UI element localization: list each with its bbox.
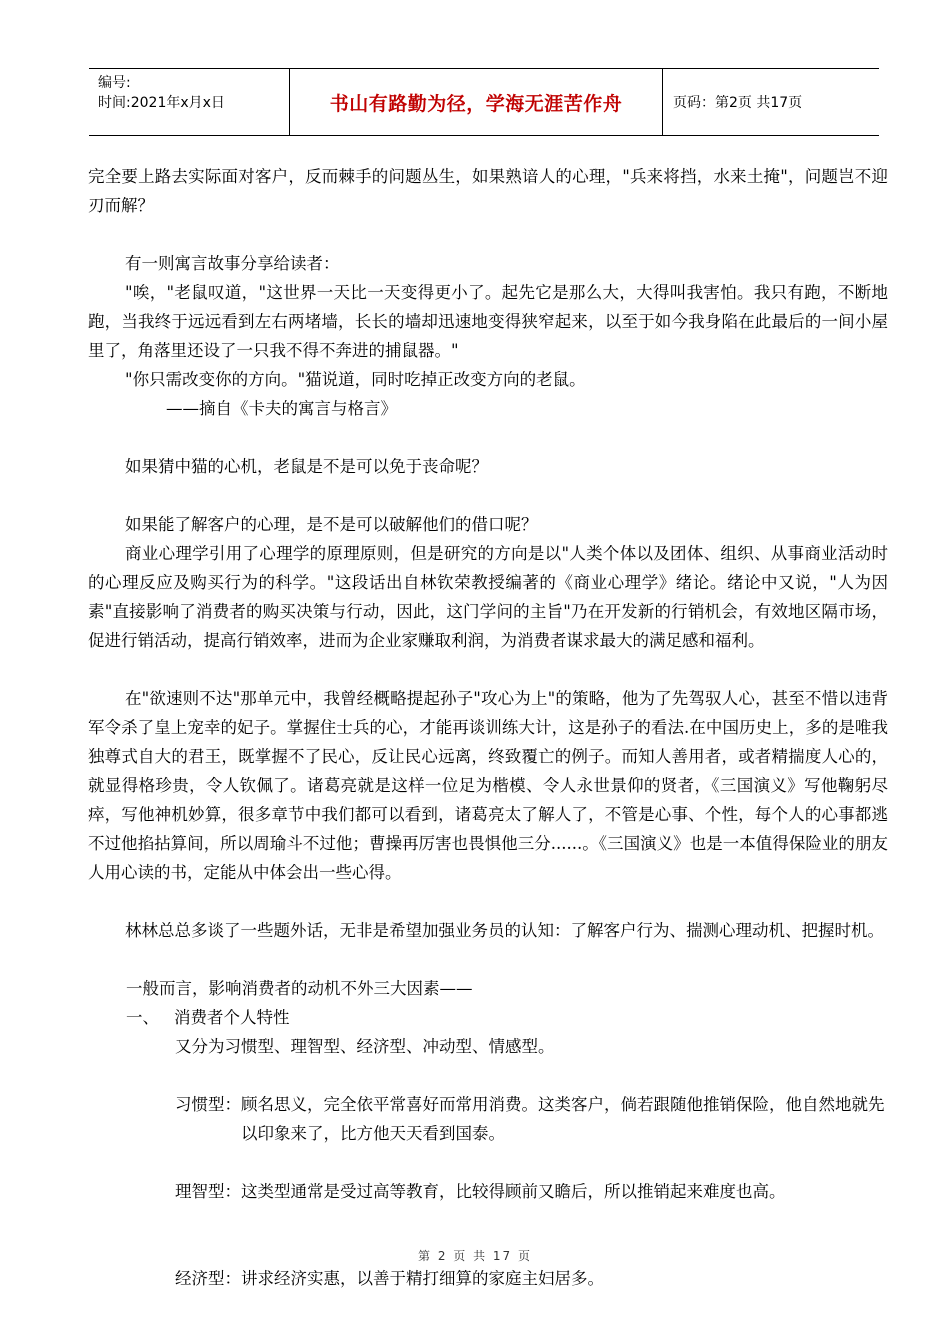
paragraph: 有一则寓言故事分享给读者： bbox=[125, 254, 340, 273]
document-body bbox=[88, 162, 888, 1293]
type-definition bbox=[88, 1177, 888, 1206]
header-motto: 书山有路勤为径，学海无涯苦作舟 bbox=[290, 69, 663, 135]
type-description: 顾名思义，完全依平常喜好而常用消费。这类客户，倘若跟随他推销保险，他自然地就先以印象来了，比方他天天看到国泰。 bbox=[241, 1095, 885, 1143]
quote-source: ——摘自《卡夫的寓言与格言》 bbox=[166, 399, 397, 418]
type-definition bbox=[88, 1264, 888, 1293]
number-label: 编号: bbox=[98, 75, 131, 91]
page-header bbox=[89, 68, 879, 136]
list-number: 一、 bbox=[126, 1008, 159, 1027]
sub-intro: 又分为习惯型、理智型、经济型、冲动型、情感型。 bbox=[175, 1037, 555, 1056]
type-term: 理智型： bbox=[175, 1182, 241, 1201]
list-heading bbox=[88, 1003, 888, 1032]
type-description: 讲求经济实惠，以善于精打细算的家庭主妇居多。 bbox=[241, 1269, 604, 1288]
paragraph: 商业心理学引用了心理学的原理原则，但是研究的方向是以"人类个体以及团体、组织、从事商业活动时的心理反应及购买行为的科学。"这段话出自林钦荣教授编著的《商业心理学》绪论。绪论中又说，"人为因素"直接影响了消费者的购买决策与行动，因此，这门学问的主旨"乃在开发新的行销机会，有效地区隔市场，促进行销活动，提高行销效率，进而为企业家赚取利润，为消费者谋求最大的满足感和福利。 bbox=[88, 544, 888, 650]
type-term: 习惯型： bbox=[175, 1095, 241, 1114]
list-title: 消费者个人特性 bbox=[174, 1008, 290, 1027]
paragraph: 完全要上路去实际面对客户，反而棘手的问题丛生，如果熟谙人的心理，"兵来将挡，水来土掩"，问题岂不迎刃而解？ bbox=[88, 167, 888, 215]
type-description: 这类型通常是受过高等教育，比较得顾前又瞻后，所以推销起来难度也高。 bbox=[241, 1182, 786, 1201]
paragraph: 林林总总多谈了一些题外话，无非是希望加强业务员的认知：了解客户行为、揣测心理动机、把握时机。 bbox=[125, 921, 884, 940]
header-page-label: 页码：第2页 共17页 bbox=[673, 95, 803, 111]
type-definition bbox=[88, 1090, 888, 1148]
paragraph: 如果能了解客户的心理，是不是可以破解他们的借口呢？ bbox=[125, 515, 538, 534]
paragraph: "你只需改变你的方向。"猫说道，同时吃掉正改变方向的老鼠。 bbox=[125, 370, 586, 389]
page-footer: 第 2 页 共 17 页 bbox=[418, 1249, 532, 1263]
paragraph: 一般而言，影响消费者的动机不外三大因素—— bbox=[126, 979, 473, 998]
header-meta-cell bbox=[89, 69, 290, 135]
type-term: 经济型： bbox=[175, 1269, 241, 1288]
time-label: 时间:2021年x月x日 bbox=[98, 95, 225, 111]
paragraph: 在"欲速则不达"那单元中，我曾经概略提起孙子"攻心为上"的策略，他为了先驾驭人心，甚至不惜以违背军令杀了皇上宠幸的妃子。掌握住士兵的心，才能再谈训练大计，这是孙子的看法.在中国历史上，多的是唯我独尊式自大的君王，既掌握不了民心，反让民心远离，终致覆亡的例子。而知人善用者，或者精揣度人心的，就显得格珍贵，令人钦佩了。诸葛亮就是这样一位足为楷模、令人永世景仰的贤者，《三国演义》写他鞠躬尽瘁，写他神机妙算，很多章节中我们都可以看到，诸葛亮太了解人了，不管是心事、个性，每个人的心事都逃不过他掐拈算间，所以周瑜斗不过他；曹操再厉害也畏惧他三分......。《三国演义》也是一本值得保险业的朋友人用心读的书，定能从中体会出一些心得。 bbox=[88, 689, 888, 882]
paragraph: "唉，"老鼠叹道，"这世界一天比一天变得更小了。起先它是那么大，大得叫我害怕。我只有跑，不断地跑，当我终于远远看到左右两堵墙，长长的墙却迅速地变得狭窄起来，以至于如今我身陷在此最后的一间小屋里了，角落里还设了一只我不得不奔进的捕鼠器。" bbox=[88, 283, 888, 360]
paragraph: 如果猜中猫的心机，老鼠是不是可以免于丧命呢？ bbox=[125, 457, 488, 476]
